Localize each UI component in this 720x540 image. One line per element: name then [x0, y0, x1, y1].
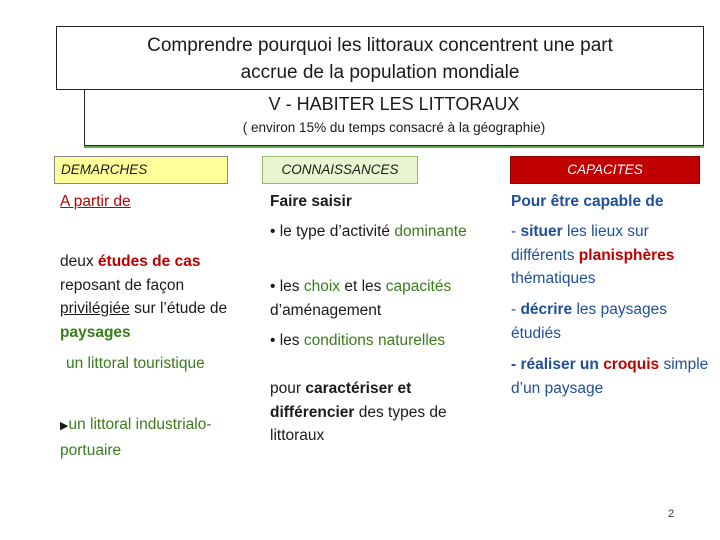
text-fragment: pour — [270, 380, 306, 397]
capacites-intro — [511, 190, 711, 214]
keyword-capacites: capacités — [385, 278, 452, 295]
keyword-situer: situer — [520, 223, 563, 240]
keyword-paysages: paysages — [60, 323, 131, 341]
connaissances-conclusion — [270, 377, 485, 448]
demarches-item-1 — [66, 352, 256, 376]
demarches-intro-text: A partir de — [60, 193, 131, 210]
text-fragment: - — [511, 223, 521, 240]
keyword-croquis: croquis — [603, 356, 660, 373]
text-fragment: des types de littoraux — [270, 403, 447, 444]
time-note: ( environ 15% du temps consacré à la géographie) — [242, 120, 546, 135]
title-line-1: Comprendre pourquoi les littoraux concentrent une part — [147, 35, 613, 56]
header-demarches: DEMARCHES — [54, 156, 228, 184]
capacites-intro-text: Pour être capable de — [511, 193, 664, 210]
text-fragment: sur l’étude de — [129, 300, 228, 317]
keyword-privilegiee: privilégiée — [60, 300, 130, 317]
keyword-dominante: dominante — [394, 223, 467, 240]
title-box — [56, 26, 704, 90]
capacites-item-1 — [511, 220, 711, 291]
text-fragment: deux — [60, 253, 98, 270]
connaissances-bullet-1 — [270, 220, 495, 244]
subtitle-box — [84, 90, 704, 146]
text-fragment: thématiques — [511, 270, 596, 287]
keyword-choix: choix — [303, 278, 341, 295]
keyword-conditions-naturelles: conditions naturelles — [303, 332, 446, 349]
keyword-etudes-de-cas: études de cas — [97, 253, 201, 270]
header-capacites: CAPACITES — [510, 156, 700, 184]
demarches-item-2 — [60, 413, 250, 462]
header-connaissances: CONNAISSANCES — [262, 156, 418, 184]
keyword-caracteriser: caractériser et différencier — [270, 380, 412, 421]
text-fragment: les lieux sur différents — [511, 223, 649, 264]
text-fragment: d’aménagement — [270, 301, 382, 319]
section-heading: V - HABITER LES LITTORAUX — [268, 94, 520, 114]
connaissances-intro-text: Faire saisir — [270, 193, 352, 210]
text-fragment: et les — [340, 278, 386, 295]
text-fragment: • les — [270, 332, 304, 349]
text-fragment: • le type d’activité — [270, 223, 395, 240]
item-littoral-industriel: un littoral industrialo-portuaire — [60, 416, 212, 459]
page-number: 2 — [668, 508, 675, 520]
text-fragment: reposant de façon — [60, 276, 185, 294]
demarches-paragraph — [60, 250, 250, 344]
text-fragment: • les — [270, 278, 304, 295]
capacites-item-3 — [511, 353, 711, 400]
capacites-item-2 — [511, 298, 711, 345]
keyword-planispheres: planisphères — [578, 246, 675, 264]
text-fragment: - — [511, 301, 521, 318]
demarches-intro — [60, 190, 250, 214]
text-fragment: les paysages étudiés — [511, 301, 667, 342]
title-line-2: accrue de la population mondiale — [240, 62, 520, 83]
connaissances-bullet-2 — [270, 275, 495, 322]
text-fragment: simple d’un paysage — [511, 356, 709, 397]
item-littoral-touristique: un littoral touristique — [66, 355, 205, 372]
keyword-decrire: décrire — [520, 301, 573, 318]
connaissances-intro — [270, 190, 495, 214]
triangle-bullet-icon: ▶ — [60, 420, 69, 432]
keyword-realiser: - réaliser un — [511, 356, 604, 373]
connaissances-bullet-3 — [270, 329, 495, 353]
